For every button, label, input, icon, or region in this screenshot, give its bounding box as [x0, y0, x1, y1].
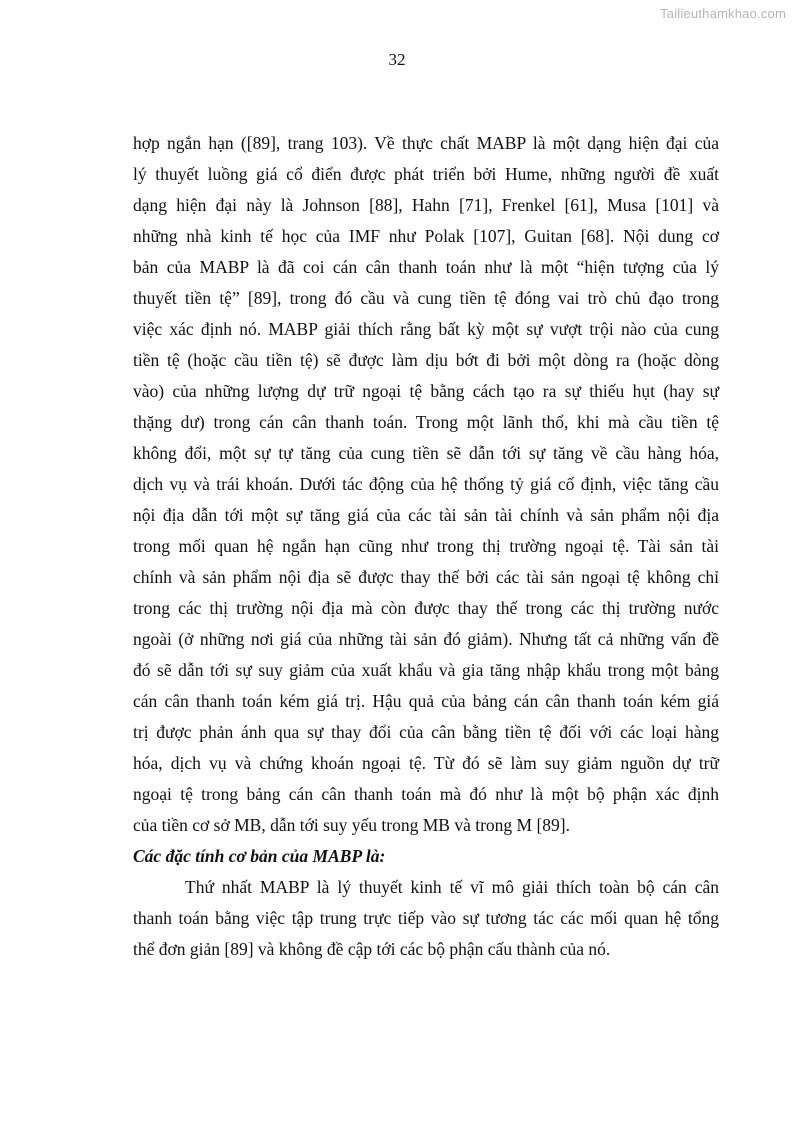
text-line: vào) của những lượng dự trữ ngoại tệ bằng cách tạo ra sự thiếu hụt (hay sự — [133, 381, 719, 401]
text-line: thặng dư) trong cán cân thanh toán. Trong một lãnh thổ, khi mà cầu tiền tệ — [133, 412, 719, 432]
text-line: lý thuyết luồng giá cổ điển được phát triển bởi Hume, những người đề xuất — [133, 164, 719, 184]
text-line: thể đơn giản [89] và không đề cập tới các bộ phận cấu thành của nó. — [133, 939, 611, 959]
text-line: bản của MABP là đã coi cán cân thanh toán như là một “hiện tượng của lý — [133, 257, 719, 277]
paragraph-2 — [133, 872, 719, 965]
paragraph-1 — [133, 128, 719, 841]
text-line: ngoại tệ trong bảng cán cân thanh toán mà đó như là một bộ phận xác định — [133, 784, 719, 804]
text-line: Thứ nhất MABP là lý thuyết kinh tế vĩ mô giải thích toàn bộ cán cân — [185, 877, 719, 897]
text-line: ngoài (ở những nơi giá của những tài sản đó giảm). Nhưng tất cả những vấn đề — [133, 629, 719, 649]
text-line: thuyết tiền tệ” [89], trong đó cầu và cung tiền tệ đóng vai trò chủ đạo trong — [133, 288, 719, 308]
text-line: tiền tệ (hoặc cầu tiền tệ) sẽ được làm dịu bớt đi bởi một dòng ra (hoặc dòng — [133, 350, 719, 370]
text-line: trong mối quan hệ ngắn hạn cũng như trong thị trường ngoại tệ. Tài sản tài — [133, 536, 719, 556]
text-line: dạng hiện đại này là Johnson [88], Hahn [71], Frenkel [61], Musa [101] và — [133, 195, 719, 215]
text-line: cán cân thanh toán kém giá trị. Hậu quả của bảng cán cân thanh toán kém giá — [133, 691, 719, 711]
text-line: dịch vụ và trái khoán. Dưới tác động của hệ thống tỷ giá cố định, việc tăng cầu — [133, 474, 719, 494]
text-line: trị được phản ánh qua sự thay đổi của cân bằng tiền tệ đối với các loại hàng — [133, 722, 719, 742]
text-line: việc xác định nó. MABP giải thích rằng bất kỳ một sự vượt trội nào của cung — [133, 319, 719, 339]
text-line: chính và sản phẩm nội địa sẽ được thay thế bởi các tài sản ngoại tệ không chỉ — [133, 567, 719, 587]
text-line: trong các thị trường nội địa mà còn được thay thế trong các thị trường nước — [133, 598, 719, 618]
text-line: hóa, dịch vụ và chứng khoán ngoại tệ. Từ đó sẽ làm suy giảm nguồn dự trữ — [133, 753, 719, 773]
text-line: của tiền cơ sở MB, dẫn tới suy yếu trong MB và trong M [89]. — [133, 815, 571, 835]
page-body — [133, 128, 719, 965]
page-number: 32 — [388, 50, 406, 69]
text-line: không đổi, một sự tự tăng của cung tiền sẽ dẫn tới sự tăng về cầu hàng hóa, — [133, 443, 719, 463]
section-heading: Các đặc tính cơ bản của MABP là: — [133, 846, 386, 866]
watermark-text: Tailieuthamkhao.com — [660, 6, 786, 21]
text-line: thanh toán bằng việc tập trung trực tiếp vào sự tương tác các mối quan hệ tổng — [133, 908, 719, 928]
text-line: những nhà kinh tế học của IMF như Polak [107], Guitan [68]. Nội dung cơ — [133, 226, 719, 246]
text-line: nội địa dẫn tới một sự tăng giá của các tài sản tài chính và sản phẩm nội địa — [133, 505, 719, 525]
text-line: đó sẽ dẫn tới sự suy giảm của xuất khẩu và gia tăng nhập khẩu trong một bảng — [133, 660, 719, 680]
text-line: hợp ngắn hạn ([89], trang 103). Về thực chất MABP là một dạng hiện đại của — [133, 133, 719, 153]
